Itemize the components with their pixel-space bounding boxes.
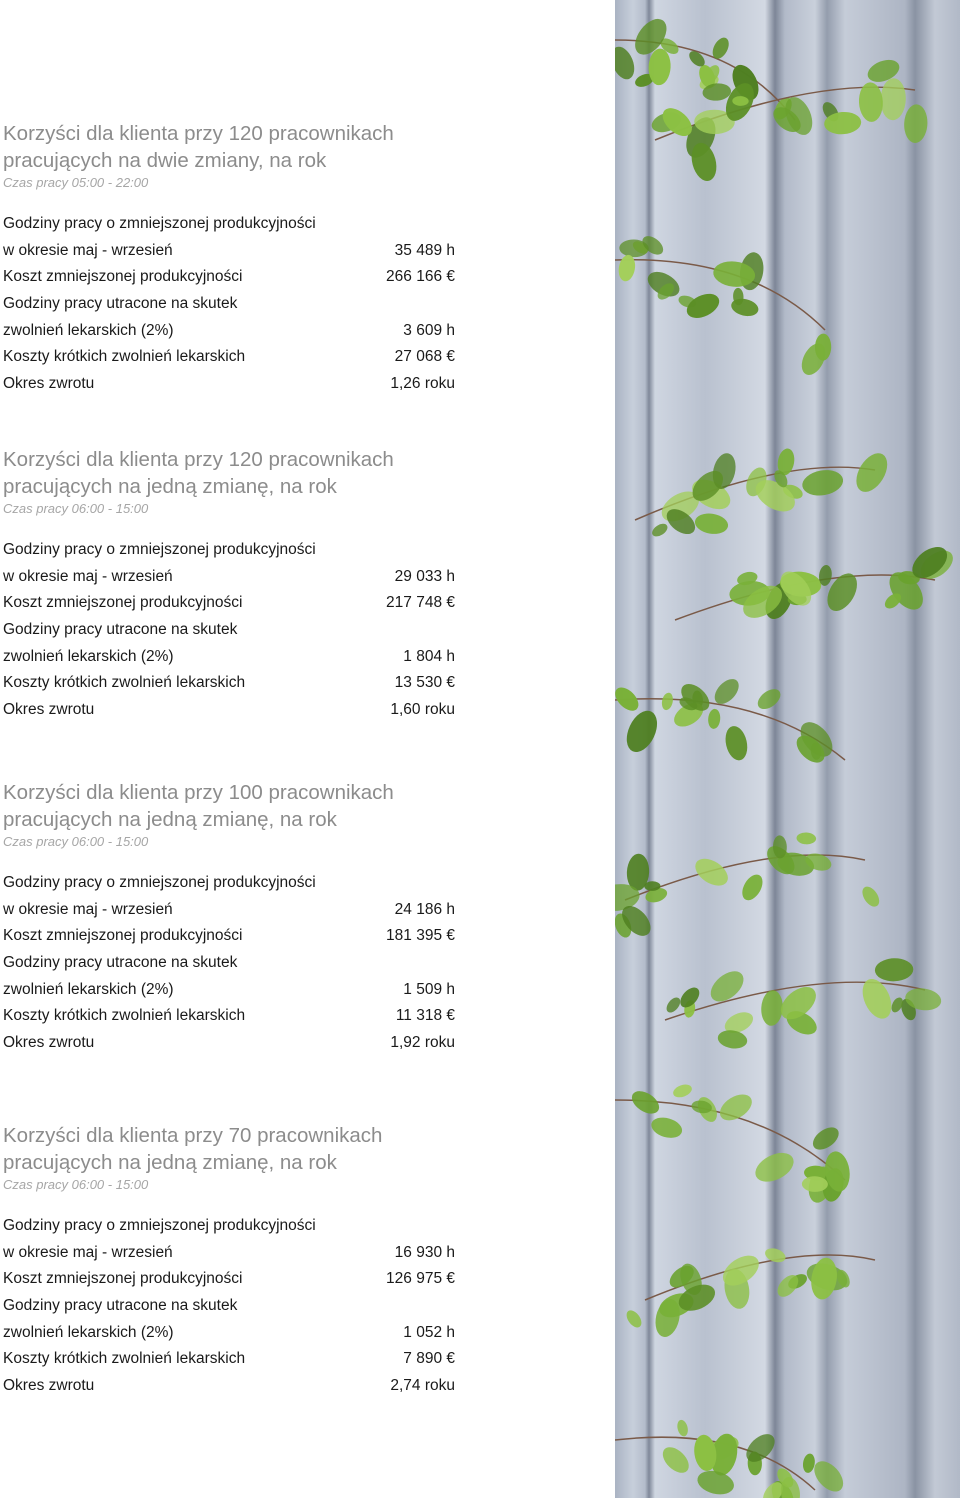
leaf: [624, 1308, 645, 1331]
row-label: w okresie maj - wrzesień: [3, 900, 173, 918]
benefit-section: [3, 779, 463, 1057]
row-value: 1 804 h: [403, 647, 455, 665]
row-label: Okres zwrotu: [3, 1034, 95, 1052]
working-hours: Czas pracy 06:00 - 15:00: [3, 834, 149, 849]
row-label: Okres zwrotu: [3, 375, 95, 393]
row-label: Koszt zmniejszonej produkcyjności: [3, 1270, 243, 1288]
row-label: Godziny pracy utracone na skutek: [3, 295, 238, 313]
row-value: 266 166 €: [386, 268, 455, 286]
section-title-line2: pracujących na dwie zmiany, na rok: [3, 149, 327, 172]
table-row: [3, 1266, 463, 1293]
leaf: [850, 448, 894, 497]
leaf: [650, 521, 670, 539]
table-row: [3, 1320, 463, 1347]
section-title-line2: pracujących na jedną zmianę, na rok: [3, 808, 337, 831]
section-title-line2: pracujących na jedną zmianę, na rok: [3, 1151, 337, 1174]
row-value: 24 186 h: [394, 900, 455, 918]
table-row: [3, 977, 463, 1004]
row-value: 1 509 h: [403, 980, 455, 998]
row-value: 2,74 roku: [390, 1377, 455, 1395]
row-value: 181 395 €: [386, 927, 455, 945]
leaf: [800, 467, 845, 499]
leaf: [751, 1147, 799, 1188]
table-row: [3, 238, 463, 265]
benefit-section: [3, 120, 463, 398]
leaf: [716, 1028, 748, 1050]
row-value: 217 748 €: [386, 594, 455, 612]
table-row: [3, 590, 463, 617]
row-label: w okresie maj - wrzesień: [3, 567, 173, 585]
row-label: Godziny pracy o zmniejszonej produkcyjności: [3, 215, 316, 232]
table-row: [3, 1213, 463, 1240]
table-row: [3, 897, 463, 924]
table-row: [3, 1346, 463, 1373]
leaf: [707, 708, 721, 729]
birch-leaves-image: [615, 0, 960, 1498]
row-label: Koszty krótkich zwolnień lekarskich: [3, 348, 246, 366]
leaf: [796, 832, 816, 845]
section-title: Korzyści dla klienta przy 100 pracownikach: [3, 781, 394, 804]
leaf: [671, 1082, 693, 1100]
section-title: Korzyści dla klienta przy 120 pracownikach: [3, 122, 394, 145]
table-row: [3, 1373, 463, 1400]
table-row: [3, 670, 463, 697]
section-title: Korzyści dla klienta przy 70 pracownikach: [3, 1124, 383, 1147]
row-label: Godziny pracy utracone na skutek: [3, 954, 238, 972]
leaf: [903, 104, 928, 144]
row-value: 29 033 h: [394, 567, 455, 585]
row-value: 3 609 h: [403, 321, 455, 339]
leaf: [693, 511, 729, 536]
benefit-section: [3, 446, 463, 724]
facade-photo: [615, 0, 960, 1498]
row-value: 1,26 roku: [390, 375, 455, 393]
table-row: [3, 371, 463, 398]
row-label: w okresie maj - wrzesień: [3, 241, 173, 259]
working-hours: Czas pracy 05:00 - 22:00: [3, 175, 149, 190]
leaf: [875, 958, 914, 982]
row-value: 35 489 h: [394, 241, 455, 259]
table-row: [3, 644, 463, 671]
row-label: Godziny pracy o zmniejszonej produkcyjności: [3, 1217, 316, 1234]
row-label: Koszty krótkich zwolnień lekarskich: [3, 1350, 246, 1368]
leaf: [738, 871, 767, 904]
table-row: [3, 264, 463, 291]
row-value: 27 068 €: [394, 348, 455, 366]
section-title: Korzyści dla klienta przy 120 pracownikach: [3, 448, 394, 471]
row-label: Godziny pracy o zmniejszonej produkcyjności: [3, 541, 316, 558]
working-hours: Czas pracy 06:00 - 15:00: [3, 1177, 149, 1192]
table-row: [3, 870, 463, 897]
row-label: Koszt zmniejszonej produkcyjności: [3, 927, 243, 945]
table-row: [3, 318, 463, 345]
leaf: [722, 724, 750, 763]
row-label: zwolnień lekarskich (2%): [3, 980, 174, 998]
row-label: zwolnień lekarskich (2%): [3, 321, 174, 339]
table-row: [3, 564, 463, 591]
table-row: [3, 950, 463, 977]
row-value: 11 318 €: [395, 1007, 455, 1025]
leaf: [649, 1114, 685, 1141]
leaf: [808, 1256, 839, 1301]
table-row: [3, 617, 463, 644]
leaf: [660, 692, 674, 711]
leaf: [760, 989, 784, 1026]
row-value: 1 052 h: [403, 1323, 455, 1341]
row-value: 1,60 roku: [390, 701, 455, 719]
table-row: [3, 211, 463, 238]
table-row: [3, 1240, 463, 1267]
row-label: zwolnień lekarskich (2%): [3, 1323, 174, 1341]
table-row: [3, 344, 463, 371]
leaf: [615, 1095, 620, 1145]
section-title-line2: pracujących na jedną zmianę, na rok: [3, 475, 337, 498]
row-label: Koszty krótkich zwolnień lekarskich: [3, 674, 246, 692]
leaf: [617, 254, 637, 283]
table-row: [3, 697, 463, 724]
leaf: [683, 289, 723, 323]
row-value: 13 530 €: [394, 674, 455, 692]
leaf: [615, 43, 639, 82]
row-label: Godziny pracy utracone na skutek: [3, 621, 238, 639]
leaf: [754, 685, 784, 713]
row-label: Okres zwrotu: [3, 1377, 95, 1395]
leaf: [859, 884, 883, 910]
leaf: [880, 78, 907, 121]
row-label: Koszty krótkich zwolnień lekarskich: [3, 1007, 246, 1025]
row-value: 16 930 h: [394, 1243, 455, 1261]
row-label: w okresie maj - wrzesień: [3, 1243, 173, 1261]
leaf: [715, 1089, 756, 1126]
row-label: zwolnień lekarskich (2%): [3, 647, 174, 665]
row-label: Koszt zmniejszonej produkcyjności: [3, 268, 243, 286]
table-row: [3, 1003, 463, 1030]
row-label: Godziny pracy utracone na skutek: [3, 1297, 238, 1315]
working-hours: Czas pracy 06:00 - 15:00: [3, 501, 149, 516]
leaf: [658, 1442, 694, 1477]
table-row: [3, 1030, 463, 1057]
leaf: [664, 995, 683, 1015]
leaf: [690, 853, 732, 891]
table-row: [3, 291, 463, 318]
table-row: [3, 923, 463, 950]
table-row: [3, 537, 463, 564]
row-value: 7 890 €: [403, 1350, 455, 1368]
leaf: [695, 1467, 737, 1498]
leaf: [809, 1123, 843, 1154]
table-row: [3, 1293, 463, 1320]
row-label: Godziny pracy o zmniejszonej produkcyjności: [3, 874, 316, 891]
leaf: [676, 1419, 690, 1438]
row-label: Koszt zmniejszonej produkcyjności: [3, 594, 243, 612]
row-label: Okres zwrotu: [3, 701, 95, 719]
row-value: 1,92 roku: [390, 1034, 455, 1052]
leaf: [802, 1453, 816, 1474]
benefit-section: [3, 1122, 463, 1400]
row-value: 126 975 €: [386, 1270, 455, 1288]
leaf: [621, 706, 663, 757]
